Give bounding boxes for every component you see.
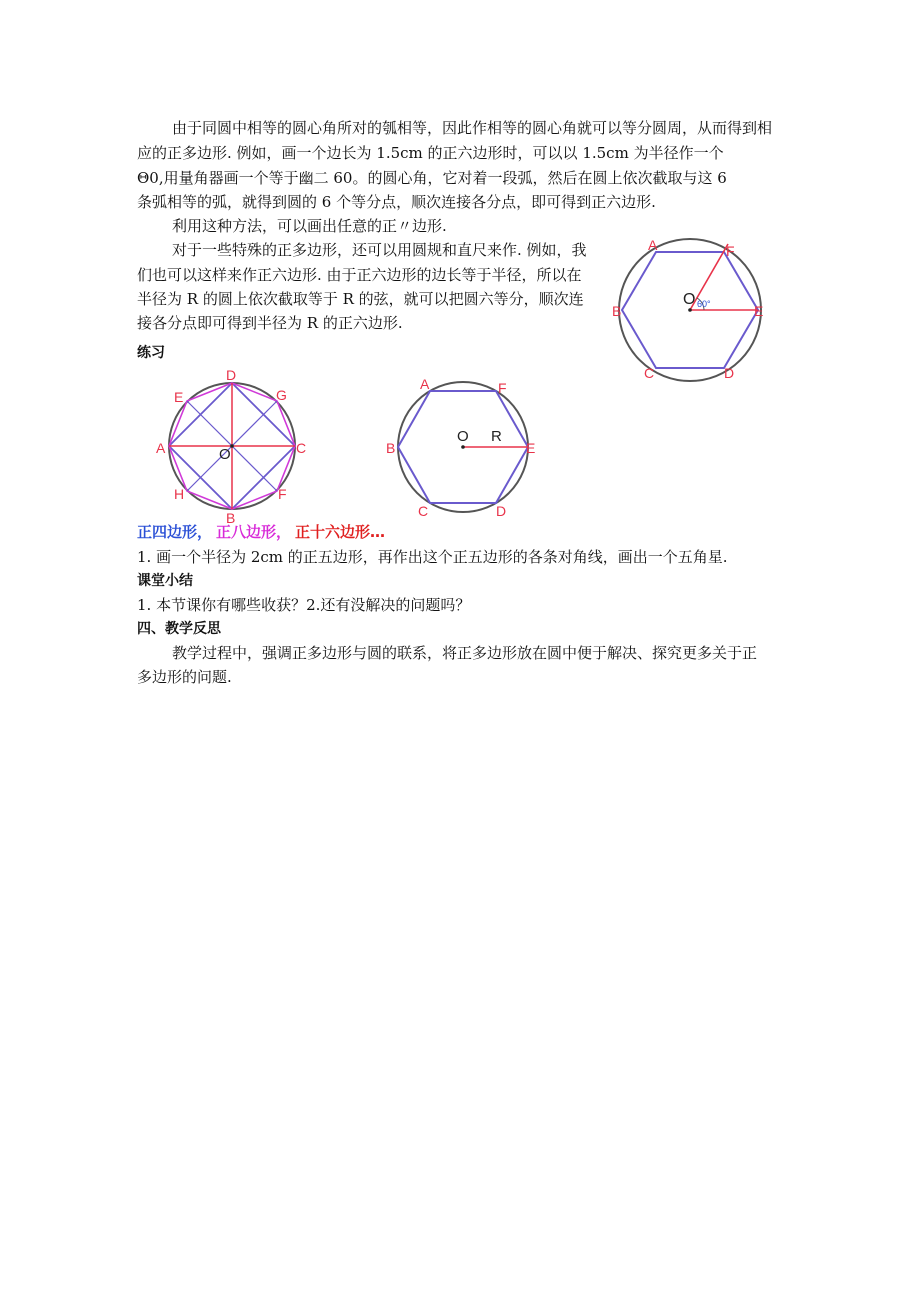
figure1-vertex-b: B (612, 303, 622, 319)
figure2-vertex-g: G (276, 387, 287, 403)
figure-hexagon-radius (384, 373, 544, 523)
figure3-vertex-c: C (418, 503, 429, 519)
practice-item-1: 1. 画一个半径为 2cm 的正五边形，再作出这个正五边形的各条对角线，画出一个五角星. (137, 548, 728, 566)
figure2-vertex-c: C (296, 440, 307, 456)
polygon-type-labels (137, 521, 389, 542)
label-octagon: 正八边形， (216, 523, 292, 541)
figure1-vertex-e: E (754, 303, 764, 319)
paragraph-1-line-1: 由于同圆中相等的圆心角所对的瓠相等，因此作相等的圆心角就可以等分圆周，从而得到相 (172, 119, 773, 137)
paragraph-3-line-3: 半径为 R 的圆上依次截取等于 R 的弦，就可以把圆六等分，顺次连 (137, 290, 584, 308)
figure2-vertex-b: B (226, 510, 236, 526)
figure2-vertex-h: H (174, 486, 185, 502)
figure1-center-label: O (683, 291, 696, 308)
figure2-vertex-e: E (174, 389, 184, 405)
paragraph-1-line-3: Θ0,用量角器画一个等于幽二 60。的圆心角，它对着一段弧，然后在圆上依次截取与这 6 (137, 169, 727, 187)
figure3-vertex-f: F (498, 380, 507, 396)
figure-square-octagon (155, 366, 315, 526)
label-square: 正四边形， (137, 523, 213, 541)
paragraph-1-line-2: 应的正多边形. 例如，画一个边长为 1.5cm 的正六边形时，可以以 1.5cm 为半径作一个 (137, 144, 724, 162)
heading-summary: 课堂小结 (137, 573, 193, 589)
figure2-center-label: O (219, 446, 231, 463)
figure3-vertex-e: E (526, 440, 536, 456)
figure2-vertex-d: D (226, 367, 237, 383)
figure1-angle-label: 60° (697, 299, 711, 309)
heading-practice: 练习 (137, 345, 165, 361)
reflection-line-1: 教学过程中，强调正多边形与圆的联系，将正多边形放在圆中便于解决、探究更多关于正 (172, 644, 758, 662)
figure1-vertex-a: A (648, 237, 658, 253)
figure1-vertex-f: F (726, 243, 735, 259)
figure3-vertex-a: A (420, 376, 430, 392)
paragraph-2: 利用这种方法，可以画出任意的正〃边形. (172, 217, 447, 235)
paragraph-1-line-4: 条弧相等的弧，就得到圆的 6 个等分点，顺次连接各分点，即可得到正六边形. (137, 193, 656, 211)
paragraph-3-line-4: 接各分点即可得到半径为 R 的正六边形. (137, 314, 403, 332)
label-hexadecagon: 正十六边形… (295, 523, 386, 541)
figure3-radius-label: R (491, 428, 502, 445)
figure3-center-label: O (457, 428, 469, 445)
figure1-vertex-c: C (644, 365, 655, 381)
figure-hexagon-angle (606, 234, 776, 384)
figure2-center-dot (230, 444, 234, 448)
summary-item-1: 1. 本节课你有哪些收获？2.还有没解决的问题吗？ (137, 596, 471, 614)
paragraph-3-line-2: 们也可以这样来作正六边形. 由于正六边形的边长等于半径，所以在 (137, 266, 582, 284)
paragraph-3-line-1: 对于一些特殊的正多边形，还可以用圆规和直尺来作. 例如，我 (172, 241, 587, 259)
figure2-vertex-f: F (278, 486, 287, 502)
reflection-line-2: 多边形的问题. (137, 668, 232, 686)
figure3-vertex-b: B (386, 440, 396, 456)
heading-reflection: 四、教学反思 (137, 621, 221, 637)
figure1-vertex-d: D (724, 365, 735, 381)
figure1-center-dot (688, 308, 692, 312)
figure3-vertex-d: D (496, 503, 507, 519)
figure3-center-dot (461, 445, 465, 449)
figure2-vertex-a: A (156, 440, 166, 456)
